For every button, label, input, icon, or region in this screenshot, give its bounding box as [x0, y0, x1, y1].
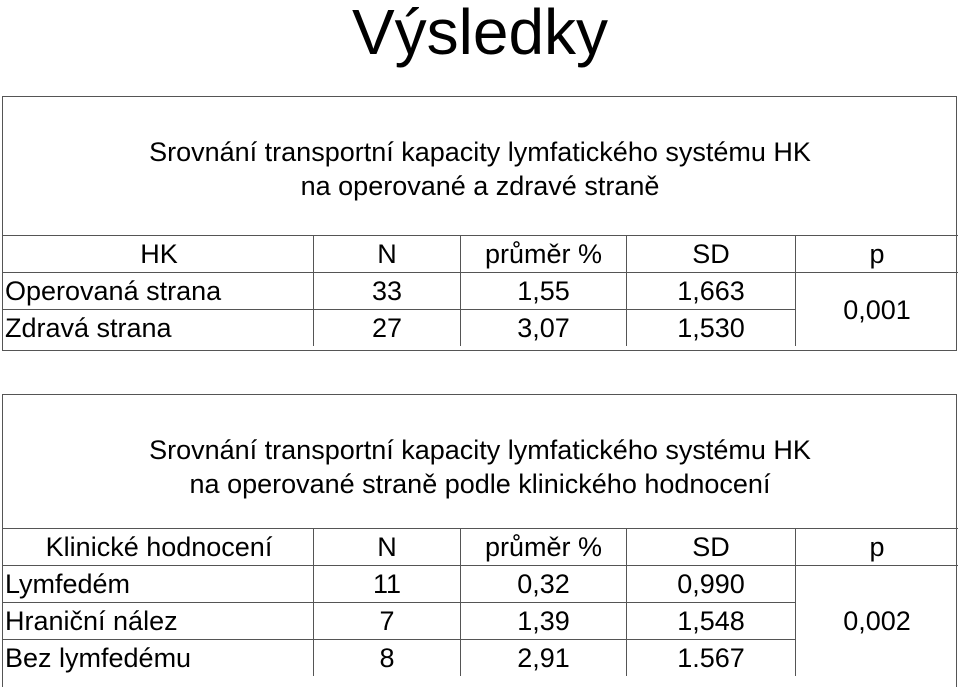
results-table-2 — [3, 528, 958, 676]
row-sd: 0,990 — [627, 566, 796, 603]
table-row — [3, 566, 958, 603]
p-value: 0,002 — [843, 606, 911, 636]
heading-line-1: Srovnání transportní kapacity lymfatického systému HK — [149, 435, 811, 465]
row-sd: 1.567 — [627, 640, 796, 677]
column-header-mean: průměr % — [461, 529, 627, 566]
heading-line-1: Srovnání transportní kapacity lymfatického systému HK — [149, 137, 811, 167]
row-n: 11 — [314, 566, 461, 603]
column-header-n: N — [314, 236, 461, 273]
table-row — [3, 273, 958, 310]
results-table-1 — [3, 235, 958, 346]
section-heading — [3, 433, 957, 501]
row-mean: 1,39 — [461, 603, 627, 640]
row-mean: 0,32 — [461, 566, 627, 603]
row-sd: 1,548 — [627, 603, 796, 640]
column-header-p: p — [796, 529, 959, 566]
table-header-row — [3, 236, 958, 273]
row-sd: 1,530 — [627, 310, 796, 347]
column-header-sd: SD — [627, 236, 796, 273]
section-heading — [3, 135, 957, 203]
column-header-clinical: Klinické hodnocení — [3, 529, 314, 566]
row-mean: 2,91 — [461, 640, 627, 677]
row-sd: 1,663 — [627, 273, 796, 310]
column-header-hk: HK — [3, 236, 314, 273]
row-n: 27 — [314, 310, 461, 347]
column-header-mean: průměr % — [461, 236, 627, 273]
row-mean: 1,55 — [461, 273, 627, 310]
p-value: 0,001 — [843, 294, 911, 325]
column-header-n: N — [314, 529, 461, 566]
column-header-p: p — [796, 236, 959, 273]
row-mean: 3,07 — [461, 310, 627, 347]
row-label: Hraniční nález — [3, 603, 314, 640]
heading-line-2: na operované a zdravé straně — [300, 171, 660, 201]
results-panel-2 — [2, 394, 957, 687]
table-header-row — [3, 529, 958, 566]
column-header-sd: SD — [627, 529, 796, 566]
row-label: Zdravá strana — [3, 310, 314, 347]
row-label: Bez lymfedému — [3, 640, 314, 677]
results-panel-1 — [2, 96, 957, 351]
row-n: 8 — [314, 640, 461, 677]
row-label: Operovaná strana — [3, 273, 314, 310]
heading-line-2: na operované straně podle klinického hodnocení — [189, 469, 771, 499]
page-title: Výsledky — [351, 0, 609, 68]
row-n: 7 — [314, 603, 461, 640]
row-n: 33 — [314, 273, 461, 310]
row-label: Lymfedém — [3, 566, 314, 603]
